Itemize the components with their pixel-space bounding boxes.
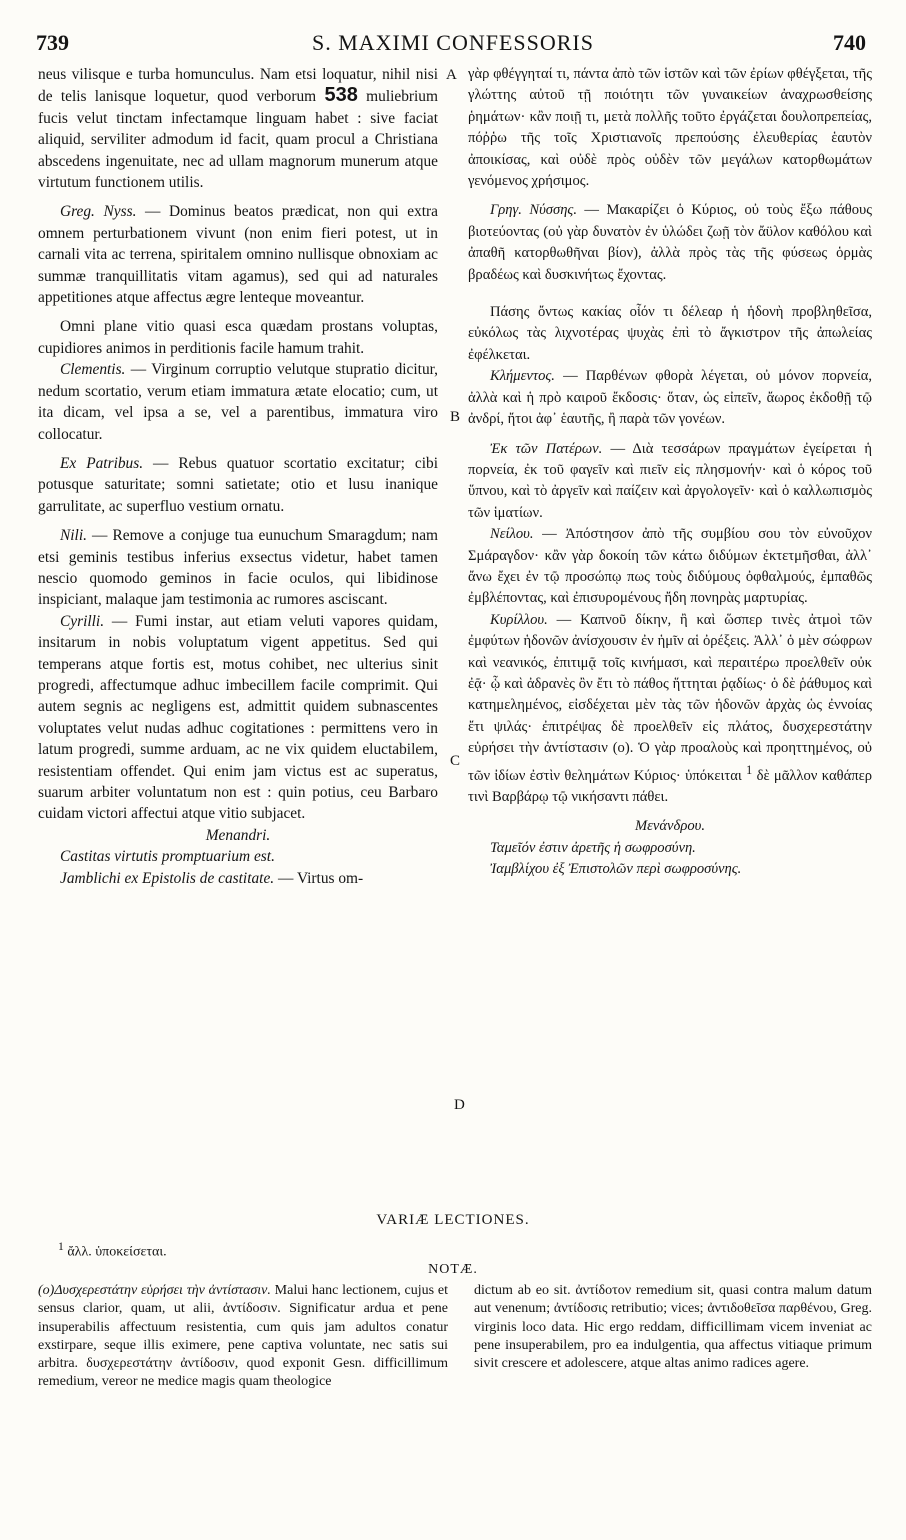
latin-text: — Rebus quatuor scortatio excitatur; cibi potusque saturitate; somni satietate; otio et lusu inanique garrulitate, ac superfluo vestium ornatu. [38,454,438,515]
variant-reference: 1 [746,762,753,777]
latin-paragraph [38,453,438,517]
latin-paragraph [38,525,438,611]
latin-paragraph: Omni plane vitio quasi esca quædam prostans voluptas, cupidiores animos in perditionis facile hamum trahit. [38,318,438,357]
section-marker-a: A [446,67,457,83]
latin-text: — Virtus om- [274,869,364,887]
source-attribution: Κυρίλλου. [490,611,548,628]
greek-text: δὲ μᾶλλον καθάπερ τινὶ Βαρβάρῳ τῷ νικήσαντι πάθει. [468,767,872,805]
section-marker-d: D [454,1097,465,1113]
greek-text: — Διὰ τεσσάρων πραγμάτων ἐγείρεται ἡ πορνεία, ἐκ τοῦ φαγεῖν καὶ πιεῖν εἰς πλησμονήν· καὶ ὁ κόρος τοῦ ὕπνου, καὶ τὸ ἀργεῖν καὶ παίζειν καὶ ἀργολογεῖν· καὶ ὁ καλλωπισμὸς τῶν ἱματίων. [468,440,872,521]
latin-paragraph [38,64,438,193]
source-attribution: Νείλου. [490,526,534,543]
right-page-number: 740 [833,30,866,55]
latin-subheading: Menandri. [205,826,271,844]
variae-heading: VARIÆ LECTIONES. [376,1212,530,1228]
section-marker-c: C [450,753,461,769]
latin-paragraph [38,868,438,889]
notae-heading: NOTÆ. [428,1262,478,1277]
greek-source: Ἰαμβλίχου ἐξ Ἐπιστολῶν περὶ σωφροσύνης. [490,861,742,878]
variant-reading [58,1240,167,1261]
latin-text: neus vilisque e turba homunculus. Nam etsi loquatur, nihil nisi de telis lanisque loquetur, quod verborum [38,66,438,106]
note-text: Malui hanc lectionem, cujus et sensus clarior, quam, ut alii, ἀντίδοσιν. Significatur ardua et pene insuperabilis affectuum resistentia, cum quis jam adultos conatur exstirpare, seque illis eximere, pene captiva voluntate, nec satis sui arbitra. δυσχερεστάτην ἀντίδοσιν, quod exponit Gesn. difficillimum remedium, vereor ne medice magis quam theologice [38,1283,448,1390]
greek-paragraph [468,366,872,430]
note-paragraph [38,1282,448,1392]
source-attribution: Nili. [60,527,87,545]
greek-subheading: Μενάνδρου. [635,818,705,835]
latin-paragraph [38,359,438,445]
source-attribution: Greg. Nyss. [60,203,137,221]
greek-paragraph [468,610,872,809]
source-attribution: Ex Patribus. [60,454,144,472]
left-page-number: 739 [36,30,69,55]
greek-text: — Ἀπόστησον ἀπὸ τῆς συμβίου σου τὸν εὐνοῦχον Σμάραγδον· κἂν γὰρ δοκοίη τῶν κάτω διδύμων ἐκτετμῆσθαι, ἀλλ᾽ ἄνω ἔχει ἐν τῷ προσώπῳ πως τοὺς διδύμους ὀφθαλμούς, ἐμπαθῶς ἐμβλέποντας, καὶ ἐπισυρομένους ἤδη πονηρὰς μαρτυρίας. [468,526,872,607]
greek-paragraph: Πάσης ὄντως κακίας οἷόν τι δέλεαρ ἡ ἡδονὴ προβληθεῖσα, εὐκόλως τὰς λιχνοτέρας ψυχὰς ἐπὶ τὸ ἄγκιστρον τῆς ἀπωλείας ἐφέλκεται. [468,304,872,363]
greek-paragraph [468,524,872,610]
latin-paragraph [38,201,438,308]
latin-text: — Dominus beatos prædicat, non qui extra omnem perturbationem vivunt (non enim fieri potest, ut in carnali vita ac terrena, spiritalem omnino nullisque obnoxiam ac summæ tranquillitatis vitam agamus), sed qui ad naturales appetitiones atque affectus ægre lenteque moveantur. [38,203,438,307]
greek-quote: Ταμεῖόν ἐστιν ἀρετῆς ἡ σωφροσύνη. [490,839,696,856]
greek-paragraph: γὰρ φθέγγηταί τι, πάντα ἀπὸ τῶν ἱστῶν καὶ τῶν ἐρίων φθέγξεται, τῆς γλώττης αὐτοῦ τῇ ποιότητι τῶν γυναικείων ἀναχρωσθείσης ῥημάτων· κἂν ποιῇ τι, μετὰ πολλῆς τοῦτο ἐργάζεται δουλοπρεπείας, πόῤῥω τῆς τοῖς Χριστιανοῖς πρεπούσης ἐλευθερίας ἑαυτὸν ἀποικίσας, καὶ οὐδὲ πρὸς οὐδὲν τῶν μεγάλων κατορθωμάτων γενόμενος χρήσιμος. [468,66,872,190]
column-number: 538 [324,84,358,107]
greek-text: Ὁ γὰρ προαλοὺς καὶ προηττημένος, οὐ τῶν ἰδίων ἐστὶν θελημάτων Κύριος· ὑπόκειται [468,740,872,784]
greek-paragraph [468,439,872,525]
latin-column [38,64,438,889]
greek-text: — Παρθένων φθορὰ λέγεται, οὐ μόνον πορνεία, ἀλλὰ καὶ ἡ πρὸ καιροῦ ἔκδοσις· ὅταν, ὡς εἰπεῖν, ἄωρος ἐκδοθῇ τῷ ἀνδρί, ἤτοι ἀφ᾽ ἑαυτῆς, ἢ παρὰ τῶν γονέων. [468,368,872,428]
note-reference: (o). [607,740,639,757]
section-marker-b: B [450,409,461,425]
source-attribution: Κλήμεντος. [490,368,555,385]
source-attribution: Cyrilli. [60,612,105,630]
latin-quote: Castitas virtutis promptuarium est. [60,848,275,866]
greek-text: — Μακαρίζει ὁ Κύριος, οὐ τοὺς ἔξω πάθους βιοτεύοντας (οὐ γὰρ δυνατὸν ἐν ὑλώδει ζωῇ τὸν ἄϋλον καθόλου καὶ ἀπαθῆ κατορθωθῆναι βίον), ἀλλὰ πρὸς τὰς τῆς φύσεως ὁρμὰς βραδέως καὶ δυσκινήτως ἔχοντας. [468,202,873,283]
greek-text: — Καπνοῦ δίκην, ἢ καὶ ὥσπερ τινὲς ἀτμοὶ τῶν ἐμφύτων ἡδονῶν ἀνίσχουσιν ἐν ἡμῖν αἱ ὀρέξεις. Ἀλλ᾽ ὁ μὲν σώφρων καὶ νεανικός, ἐπιτιμᾷ τοῖς κινήμασι, καὶ περαιτέρω προελθεῖν οὐκ ἐᾷ· ᾧ καὶ ἀδρανὲς ὂν ἔτι τὸ πάθος ἥττηται ῥᾳδίως· ὁ δὲ ῥάθυμος καὶ κατημελημένος, εἰσδέχεται μὲν τὰς τῶν ἡδονῶν ἀρχὰς ὡς ἐννοίας ἔτι ψιλάς· ἐπιτρέψας δὲ προελθεῖν εἰς πλάτος, δυσχερεστάτην εὑρήσει τὴν ἀντίστασιν [468,611,872,757]
greek-paragraph [468,200,872,286]
notes-left-column [38,1282,448,1392]
notes-right-column [474,1282,872,1373]
source-attribution: Γρηγ. Νύσσης. [490,202,578,219]
latin-text: — Virginum corruptio velutque stupratio dicitur, nedum scortatio, verum etiam immatura ætate elocatio; cum, ut ita dicam, vel ipsa a se, vel a parentibus, immatura viro collocatur. [38,361,438,443]
source-attribution: Clementis. [60,361,126,379]
note-paragraph: dictum ab eo sit. ἀντίδοτον remedium sit, quasi contra malum datum aut venenum; ἀντίδοσις retributio; vices; ἀντιδοθεῖσα παρθένου, Greg. virginis loco data. Hic ergo reddam, difficillimam vicem inveniat ac pene insuperabilem, pro ea indulgentia, qua affectus vitiaque primum sivit crescere et adolescere, atque altas animo radices agere. [474,1283,872,1372]
running-title: S. MAXIMI CONFESSORIS [311,30,594,55]
note-lemma: (o)Δυσχερεστάτην εὑρήσει τὴν ἀντίστασιν. [38,1283,271,1298]
greek-column [468,64,872,880]
source-attribution: Ἐκ τῶν Πατέρων. [490,440,603,457]
latin-paragraph [38,611,438,825]
latin-text: — Remove a conjuge tua eunuchum Smaragdum; nam etsi geminis testibus inferius exsectus videtur, habet tamen nescio quomodo geminos in facie oculos, qui libidinose inspiciant, malaque jam testimonia ac rumores asciscant. [38,527,438,609]
source-attribution: Jamblichi ex Epistolis de castitate. [60,869,275,887]
variant-number: 1 [58,1240,64,1253]
variant-text: ἄλλ. ὑποκείσεται. [63,1244,167,1260]
latin-text: muliebrium fucis velut tinctam infectamque linguam habet : sive faciat aliquid, serviliter admodum id facit, quam procul a Christiana abscedens ingenuitate, nec ad ullam magnorum munerum atque virtutum functionem utilis. [38,88,438,192]
latin-text: — Fumi instar, aut etiam veluti vapores quidam, insitarum in nobis voluptatum vigent appetitus. Sed qui temperans atque fortis est, motus cohibet, nec ulterius sinit progredi, affectumque adhuc imbecillem facile comprimit. Qui autem segnis ac negligens est, admittit quidem subnascentes voluptates velut nudas adhuc cogitationes : permittens vero in latum progredi, summe arduam, ac ne vix quidem eluctabilem, resistentiam offendet. Qui enim jam victus est ac superatus, suarum arbiter voluntatum non est : quin potius, ceu Barbaro cuidam victori affectui atque vitio subjacet. [38,612,438,823]
